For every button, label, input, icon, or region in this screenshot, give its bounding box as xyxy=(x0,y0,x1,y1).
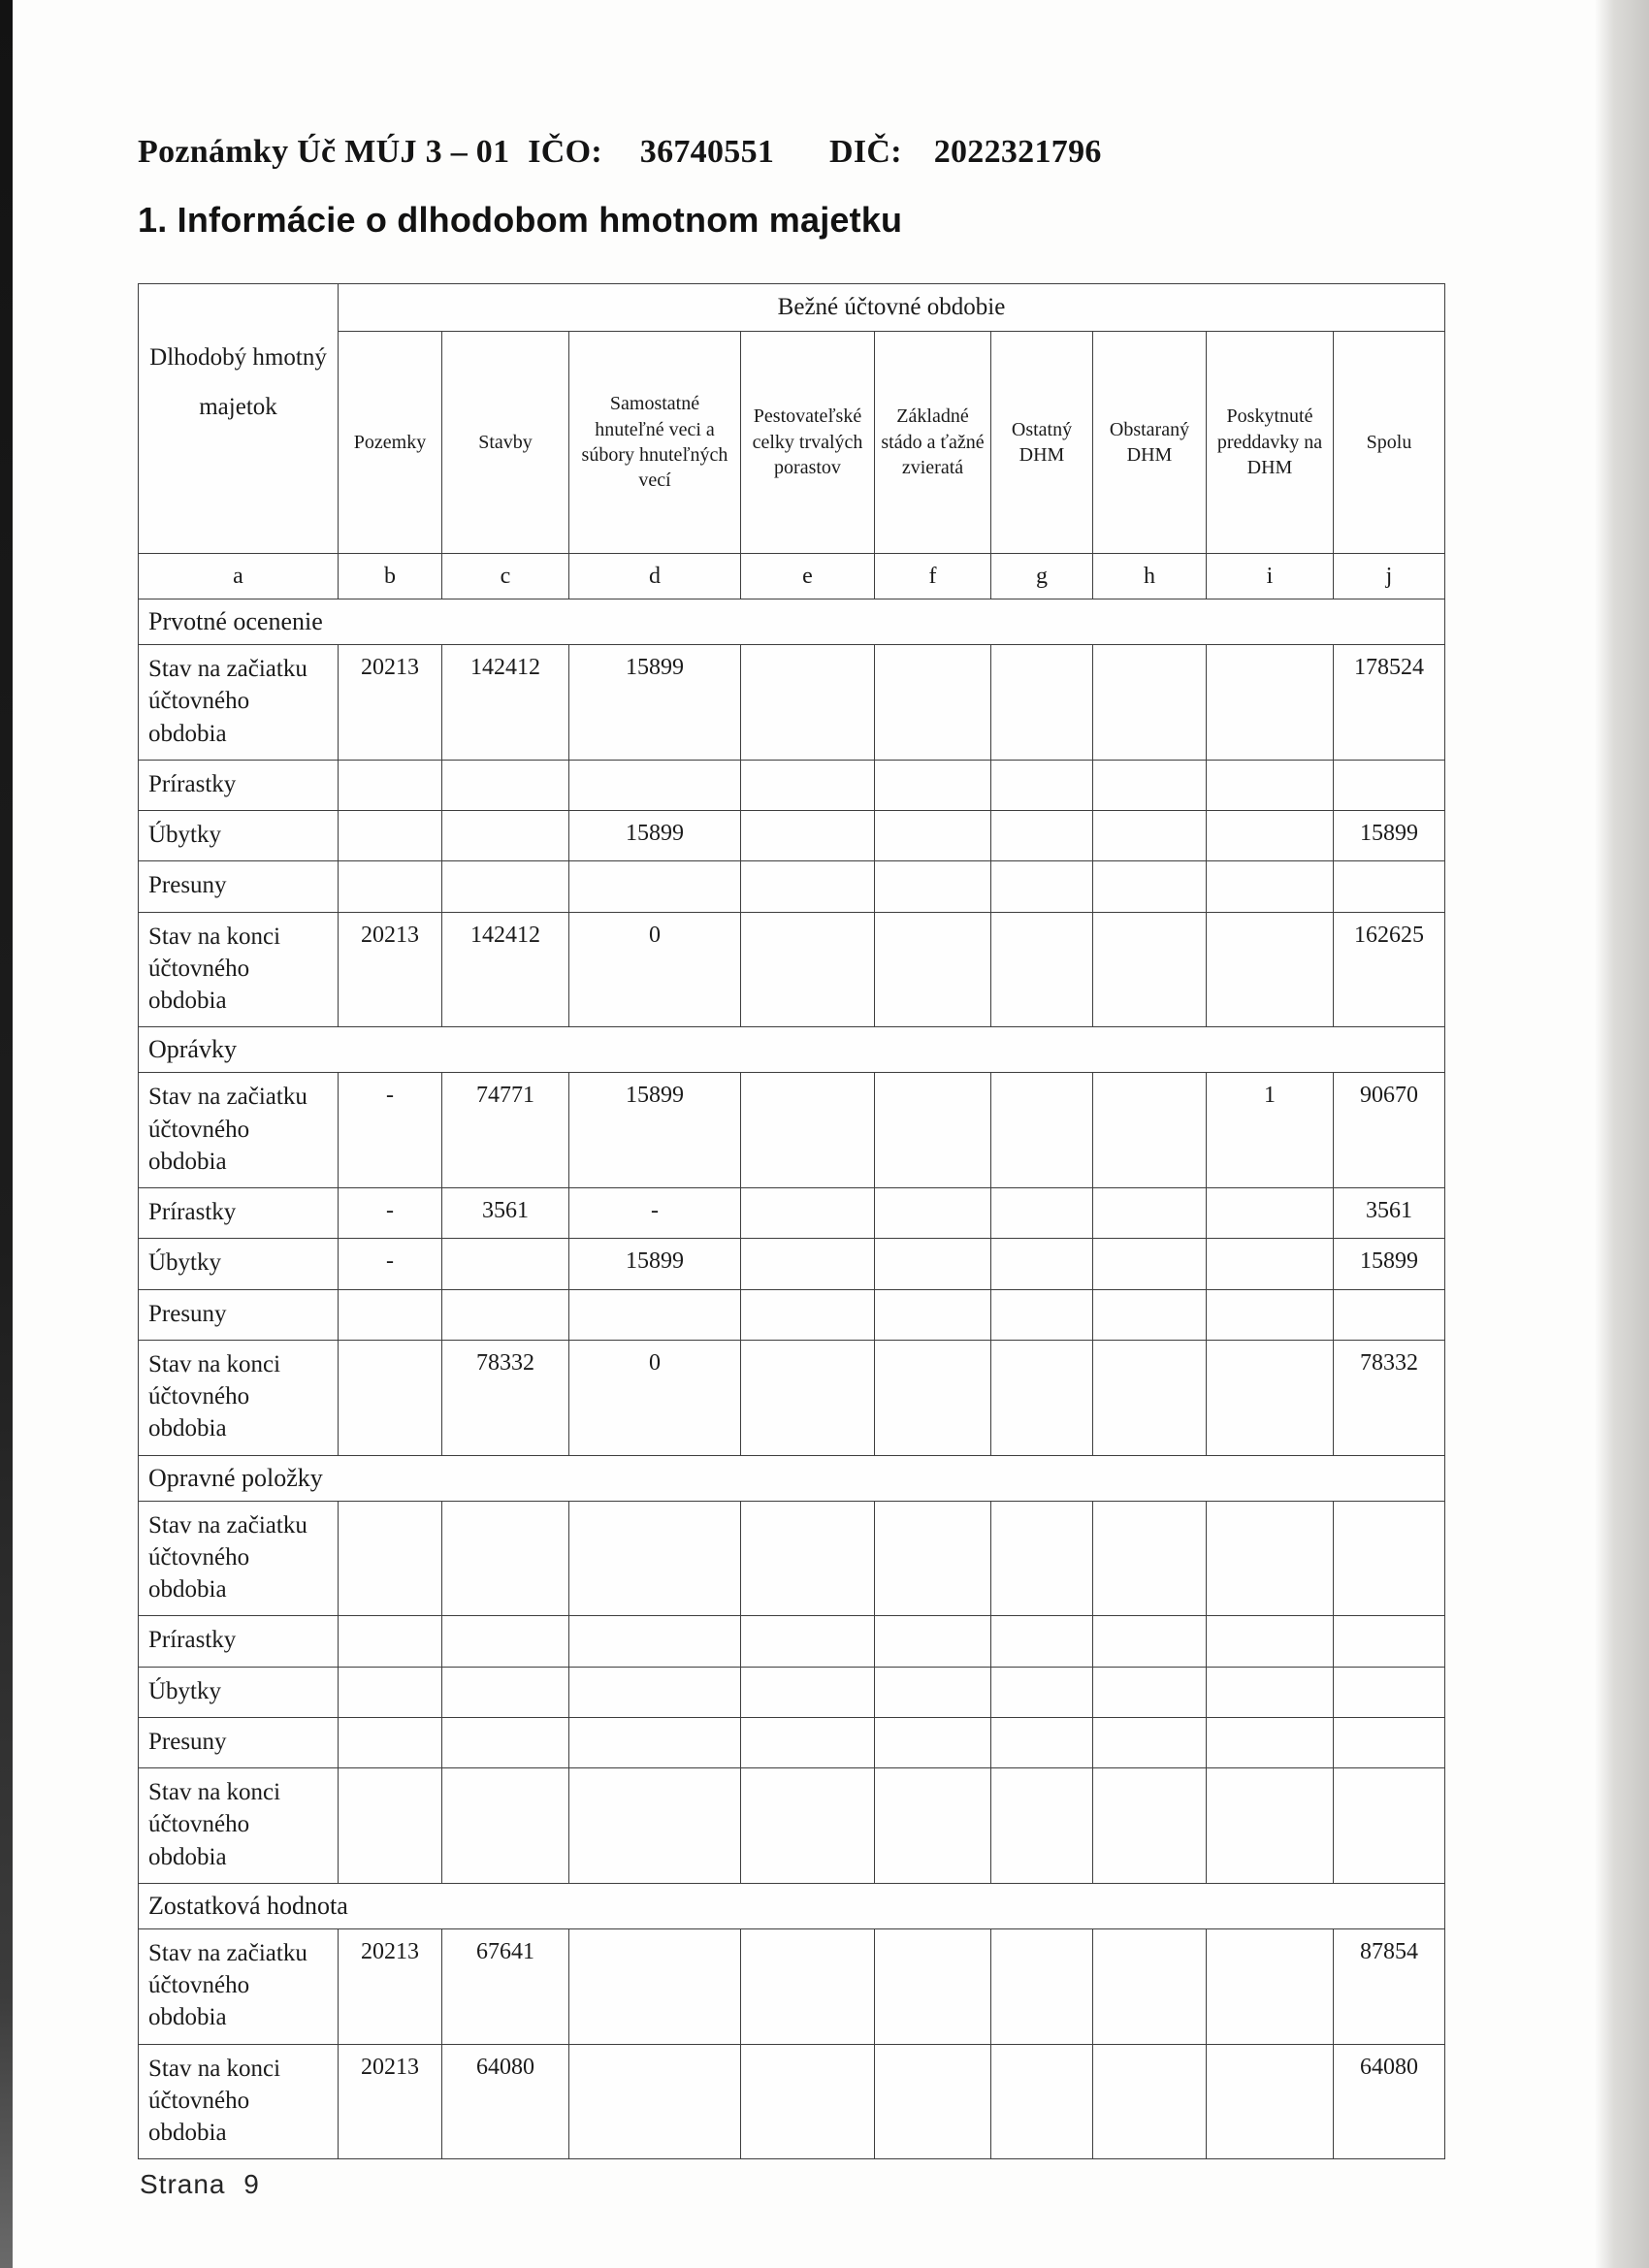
value-cell-e xyxy=(741,2044,875,2159)
ico-value: 36740551 xyxy=(639,134,775,170)
value-cell-i xyxy=(1207,1188,1334,1239)
value-cell-f xyxy=(875,1340,991,1455)
row-label: Stav na začiatku účtovného obdobia xyxy=(139,1073,339,1188)
value-cell-g xyxy=(991,912,1093,1027)
value-cell-i xyxy=(1207,1340,1334,1455)
value-cell-d: - xyxy=(569,1188,741,1239)
value-cell-b: 20213 xyxy=(339,645,442,761)
value-cell-d: 0 xyxy=(569,912,741,1027)
value-cell-j xyxy=(1334,760,1445,810)
row-label: Úbytky xyxy=(139,811,339,861)
row-label: Stav na konci účtovného obdobia xyxy=(139,912,339,1027)
data-row xyxy=(139,1717,1445,1767)
value-cell-i xyxy=(1207,1501,1334,1616)
column-header-pestovatelske: Pestovateľské celky trvalých porastov xyxy=(741,332,875,554)
value-cell-i xyxy=(1207,1667,1334,1717)
value-cell-c xyxy=(442,1768,569,1884)
data-row xyxy=(139,912,1445,1027)
value-cell-f xyxy=(875,1768,991,1884)
value-cell-i xyxy=(1207,1768,1334,1884)
row-label: Prírastky xyxy=(139,1188,339,1239)
value-cell-e xyxy=(741,1616,875,1667)
section-title: Zostatková hodnota xyxy=(139,1883,1445,1928)
value-cell-d: 15899 xyxy=(569,1073,741,1188)
column-header-spolu: Spolu xyxy=(1334,332,1445,554)
value-cell-j: 3561 xyxy=(1334,1188,1445,1239)
dic-value: 2022321796 xyxy=(933,134,1102,170)
row-label: Úbytky xyxy=(139,1239,339,1289)
value-cell-b xyxy=(339,1717,442,1767)
value-cell-c xyxy=(442,1289,569,1340)
data-row xyxy=(139,1928,1445,2044)
value-cell-g xyxy=(991,1188,1093,1239)
column-header-obstarany: Obstaraný DHM xyxy=(1093,332,1207,554)
value-cell-c: 67641 xyxy=(442,1928,569,2044)
value-cell-e xyxy=(741,1073,875,1188)
page-number: Strana 9 xyxy=(140,2169,260,2200)
value-cell-d: 15899 xyxy=(569,811,741,861)
value-cell-f xyxy=(875,1717,991,1767)
column-header-ostatny: Ostatný DHM xyxy=(991,332,1093,554)
value-cell-g xyxy=(991,1928,1093,2044)
value-cell-j xyxy=(1334,1616,1445,1667)
value-cell-j xyxy=(1334,1717,1445,1767)
value-cell-b: - xyxy=(339,1073,442,1188)
value-cell-i: 1 xyxy=(1207,1073,1334,1188)
value-cell-e xyxy=(741,1501,875,1616)
value-cell-d xyxy=(569,1289,741,1340)
section-row xyxy=(139,1455,1445,1501)
value-cell-c: 142412 xyxy=(442,645,569,761)
period-header: Bežné účtovné obdobie xyxy=(339,284,1445,332)
section-title: Prvotné ocenenie xyxy=(139,599,1445,645)
row-label: Presuny xyxy=(139,1717,339,1767)
scan-edge-left xyxy=(0,0,13,2268)
value-cell-b: - xyxy=(339,1239,442,1289)
value-cell-i xyxy=(1207,1239,1334,1289)
value-cell-c xyxy=(442,811,569,861)
value-cell-g xyxy=(991,1768,1093,1884)
row-label: Presuny xyxy=(139,861,339,912)
value-cell-d xyxy=(569,1768,741,1884)
value-cell-h xyxy=(1093,1717,1207,1767)
value-cell-c: 78332 xyxy=(442,1340,569,1455)
value-cell-f xyxy=(875,1501,991,1616)
value-cell-c: 3561 xyxy=(442,1188,569,1239)
value-cell-j xyxy=(1334,1768,1445,1884)
value-cell-i xyxy=(1207,1717,1334,1767)
letter-e: e xyxy=(741,554,875,599)
value-cell-j: 78332 xyxy=(1334,1340,1445,1455)
value-cell-h xyxy=(1093,1073,1207,1188)
value-cell-f xyxy=(875,760,991,810)
value-cell-i xyxy=(1207,760,1334,810)
value-cell-h xyxy=(1093,1616,1207,1667)
form-label: Poznámky Úč MÚJ 3 – 01 xyxy=(138,134,510,170)
value-cell-h xyxy=(1093,1239,1207,1289)
value-cell-i xyxy=(1207,1928,1334,2044)
value-cell-d xyxy=(569,1928,741,2044)
value-cell-h xyxy=(1093,1768,1207,1884)
value-cell-f xyxy=(875,1928,991,2044)
value-cell-g xyxy=(991,1340,1093,1455)
value-cell-b xyxy=(339,1616,442,1667)
value-cell-j: 64080 xyxy=(1334,2044,1445,2159)
data-row xyxy=(139,1340,1445,1455)
value-cell-c xyxy=(442,1501,569,1616)
value-cell-e xyxy=(741,645,875,761)
value-cell-e xyxy=(741,1188,875,1239)
value-cell-f xyxy=(875,1289,991,1340)
value-cell-b: 20213 xyxy=(339,2044,442,2159)
letter-j: j xyxy=(1334,554,1445,599)
row-label: Presuny xyxy=(139,1289,339,1340)
value-cell-c xyxy=(442,1616,569,1667)
column-header-samostatne: Samostatné hnuteľné veci a súbory hnuteľných vecí xyxy=(569,332,741,554)
value-cell-j: 15899 xyxy=(1334,811,1445,861)
value-cell-j xyxy=(1334,1289,1445,1340)
value-cell-e xyxy=(741,861,875,912)
row-label: Stav na konci účtovného obdobia xyxy=(139,1340,339,1455)
value-cell-f xyxy=(875,1667,991,1717)
value-cell-j: 162625 xyxy=(1334,912,1445,1027)
letter-i: i xyxy=(1207,554,1334,599)
letter-h: h xyxy=(1093,554,1207,599)
value-cell-j: 90670 xyxy=(1334,1073,1445,1188)
value-cell-f xyxy=(875,2044,991,2159)
data-row xyxy=(139,645,1445,761)
column-header-zakladne: Základné stádo a ťažné zvieratá xyxy=(875,332,991,554)
letter-a: a xyxy=(139,554,339,599)
value-cell-h xyxy=(1093,1188,1207,1239)
section-heading: 1. Informácie o dlhodobom hmotnom majetku xyxy=(138,200,903,240)
document-title xyxy=(138,134,1447,171)
row-label: Úbytky xyxy=(139,1667,339,1717)
value-cell-g xyxy=(991,645,1093,761)
value-cell-i xyxy=(1207,811,1334,861)
value-cell-b xyxy=(339,760,442,810)
value-cell-g xyxy=(991,1717,1093,1767)
value-cell-d xyxy=(569,1667,741,1717)
value-cell-f xyxy=(875,645,991,761)
value-cell-f xyxy=(875,1616,991,1667)
value-cell-b: 20213 xyxy=(339,912,442,1027)
value-cell-j xyxy=(1334,861,1445,912)
value-cell-f xyxy=(875,1239,991,1289)
row-label: Stav na začiatku účtovného obdobia xyxy=(139,1501,339,1616)
value-cell-g xyxy=(991,2044,1093,2159)
value-cell-e xyxy=(741,1768,875,1884)
column-header-preddavky: Poskytnuté preddavky na DHM xyxy=(1207,332,1334,554)
value-cell-i xyxy=(1207,1616,1334,1667)
letter-row xyxy=(139,554,1445,599)
value-cell-e xyxy=(741,811,875,861)
ico-label: IČO: xyxy=(528,134,602,170)
data-row xyxy=(139,1667,1445,1717)
value-cell-g xyxy=(991,760,1093,810)
row-label: Stav na začiatku účtovného obdobia xyxy=(139,645,339,761)
value-cell-g xyxy=(991,861,1093,912)
section-row xyxy=(139,1883,1445,1928)
data-row xyxy=(139,861,1445,912)
value-cell-c xyxy=(442,1239,569,1289)
value-cell-h xyxy=(1093,1928,1207,2044)
value-cell-b xyxy=(339,1289,442,1340)
column-header-pozemky: Pozemky xyxy=(339,332,442,554)
section-row xyxy=(139,1027,1445,1073)
value-cell-f xyxy=(875,1188,991,1239)
value-cell-j: 87854 xyxy=(1334,1928,1445,2044)
value-cell-g xyxy=(991,1289,1093,1340)
letter-f: f xyxy=(875,554,991,599)
value-cell-b xyxy=(339,1667,442,1717)
value-cell-i xyxy=(1207,645,1334,761)
data-row xyxy=(139,1616,1445,1667)
value-cell-b xyxy=(339,1340,442,1455)
value-cell-g xyxy=(991,1616,1093,1667)
value-cell-h xyxy=(1093,811,1207,861)
value-cell-g xyxy=(991,1073,1093,1188)
value-cell-c xyxy=(442,1667,569,1717)
value-cell-h xyxy=(1093,1340,1207,1455)
value-cell-d: 15899 xyxy=(569,645,741,761)
row-label-header: Dlhodobý hmotný majetok xyxy=(139,284,339,554)
asset-table-body xyxy=(139,599,1445,2159)
letter-c: c xyxy=(442,554,569,599)
value-cell-e xyxy=(741,1289,875,1340)
value-cell-h xyxy=(1093,1289,1207,1340)
value-cell-i xyxy=(1207,1289,1334,1340)
value-cell-d xyxy=(569,1616,741,1667)
value-cell-d xyxy=(569,861,741,912)
value-cell-h xyxy=(1093,861,1207,912)
value-cell-g xyxy=(991,1667,1093,1717)
value-cell-c: 64080 xyxy=(442,2044,569,2159)
value-cell-e xyxy=(741,760,875,810)
value-cell-j: 15899 xyxy=(1334,1239,1445,1289)
value-cell-i xyxy=(1207,2044,1334,2159)
letter-d: d xyxy=(569,554,741,599)
row-label: Prírastky xyxy=(139,1616,339,1667)
value-cell-g xyxy=(991,1239,1093,1289)
value-cell-e xyxy=(741,1667,875,1717)
value-cell-i xyxy=(1207,861,1334,912)
value-cell-b xyxy=(339,1501,442,1616)
data-row xyxy=(139,1289,1445,1340)
section-row xyxy=(139,599,1445,645)
data-row xyxy=(139,2044,1445,2159)
value-cell-e xyxy=(741,1928,875,2044)
value-cell-b: 20213 xyxy=(339,1928,442,2044)
data-row xyxy=(139,1768,1445,1884)
value-cell-b xyxy=(339,861,442,912)
scan-edge-right xyxy=(1596,0,1649,2268)
column-header-stavby: Stavby xyxy=(442,332,569,554)
value-cell-j: 178524 xyxy=(1334,645,1445,761)
value-cell-e xyxy=(741,1717,875,1767)
dic-label: DIČ: xyxy=(829,134,902,170)
data-row xyxy=(139,1073,1445,1188)
letter-g: g xyxy=(991,554,1093,599)
section-title: Oprávky xyxy=(139,1027,1445,1073)
value-cell-j xyxy=(1334,1667,1445,1717)
value-cell-g xyxy=(991,1501,1093,1616)
section-title: Opravné položky xyxy=(139,1455,1445,1501)
value-cell-d xyxy=(569,760,741,810)
value-cell-f xyxy=(875,811,991,861)
value-cell-b xyxy=(339,811,442,861)
value-cell-e xyxy=(741,912,875,1027)
value-cell-f xyxy=(875,912,991,1027)
value-cell-e xyxy=(741,1340,875,1455)
period-header-row xyxy=(139,284,1445,332)
asset-table xyxy=(138,283,1445,2159)
value-cell-d xyxy=(569,2044,741,2159)
value-cell-f xyxy=(875,861,991,912)
value-cell-c xyxy=(442,760,569,810)
value-cell-h xyxy=(1093,760,1207,810)
value-cell-g xyxy=(991,811,1093,861)
value-cell-c xyxy=(442,1717,569,1767)
row-label: Stav na konci účtovného obdobia xyxy=(139,2044,339,2159)
data-row xyxy=(139,1188,1445,1239)
value-cell-h xyxy=(1093,2044,1207,2159)
value-cell-c xyxy=(442,861,569,912)
value-cell-d xyxy=(569,1717,741,1767)
value-cell-b: - xyxy=(339,1188,442,1239)
row-label: Stav na konci účtovného obdobia xyxy=(139,1768,339,1884)
value-cell-h xyxy=(1093,1501,1207,1616)
value-cell-d: 0 xyxy=(569,1340,741,1455)
document-page xyxy=(138,134,1447,2200)
value-cell-d xyxy=(569,1501,741,1616)
value-cell-h xyxy=(1093,645,1207,761)
value-cell-i xyxy=(1207,912,1334,1027)
value-cell-j xyxy=(1334,1501,1445,1616)
row-label: Stav na začiatku účtovného obdobia xyxy=(139,1928,339,2044)
value-cell-h xyxy=(1093,1667,1207,1717)
value-cell-e xyxy=(741,1239,875,1289)
value-cell-c: 142412 xyxy=(442,912,569,1027)
data-row xyxy=(139,811,1445,861)
data-row xyxy=(139,760,1445,810)
data-row xyxy=(139,1501,1445,1616)
row-label: Prírastky xyxy=(139,760,339,810)
data-row xyxy=(139,1239,1445,1289)
value-cell-b xyxy=(339,1768,442,1884)
value-cell-d: 15899 xyxy=(569,1239,741,1289)
value-cell-f xyxy=(875,1073,991,1188)
letter-b: b xyxy=(339,554,442,599)
value-cell-c: 74771 xyxy=(442,1073,569,1188)
value-cell-h xyxy=(1093,912,1207,1027)
